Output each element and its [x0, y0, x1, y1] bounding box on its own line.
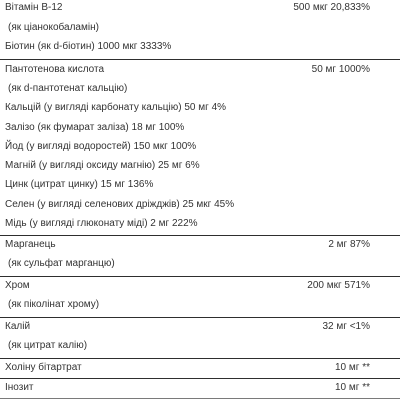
- nutrient-name: Інозит: [5, 382, 34, 393]
- nutrient-name: Йод (у вигляді водоростей) 150 мкг 100%: [5, 141, 197, 152]
- nutrient-name: Пантотенова кислота: [5, 64, 105, 75]
- table-bottom-border: [0, 398, 400, 399]
- nutrient-amount: 50 мг 1000%: [311, 64, 370, 75]
- nutrient-name: Хром: [5, 280, 30, 291]
- nutrient-form: (як цитрат калію): [8, 340, 88, 351]
- nutrient-name: Магній (у вигляді оксиду магнію) 25 мг 6%: [5, 160, 200, 171]
- nutrient-amount: 500 мкг 20,833%: [293, 2, 370, 13]
- nutrient-form: (як ціанокобаламін): [8, 22, 99, 33]
- row-divider: [0, 317, 400, 318]
- row-divider: [0, 378, 400, 379]
- nutrient-form: (як сульфат марганцю): [8, 258, 115, 269]
- row-divider: [0, 276, 400, 277]
- row-divider: [0, 358, 400, 359]
- row-divider: [0, 59, 400, 60]
- nutrient-name: Калій: [5, 321, 31, 332]
- nutrient-name: Біотин (як d-біотин) 1000 мкг 3333%: [5, 41, 172, 52]
- nutrient-amount: 10 мг **: [335, 382, 370, 393]
- nutrient-amount: 10 мг **: [335, 362, 370, 373]
- nutrient-name: Селен (у вигляді селенових дріжджів) 25 мкг 45%: [5, 199, 235, 210]
- nutrient-amount: 2 мг 87%: [328, 239, 370, 250]
- nutrient-name: Холіну бітартрат: [5, 362, 82, 373]
- nutrient-form: (як d-пантотенат кальцію): [8, 83, 128, 94]
- nutrient-amount: 32 мг <1%: [322, 321, 370, 332]
- nutrient-name: Залізо (як фумарат заліза) 18 мг 100%: [5, 122, 185, 133]
- nutrient-amount: 200 мкг 571%: [307, 280, 370, 291]
- nutrient-form: (як піколінат хрому): [8, 299, 100, 310]
- nutrient-name: Марганець: [5, 239, 56, 250]
- nutrient-name: Вітамін B-12: [5, 2, 63, 13]
- nutrient-name: Цинк (цитрат цинку) 15 мг 136%: [5, 179, 154, 190]
- nutrient-name: Мідь (у вигляді глюконату міді) 2 мг 222%: [5, 218, 198, 229]
- row-divider: [0, 235, 400, 236]
- nutrient-name: Кальцій (у вигляді карбонату кальцію) 50 мг 4%: [5, 102, 227, 113]
